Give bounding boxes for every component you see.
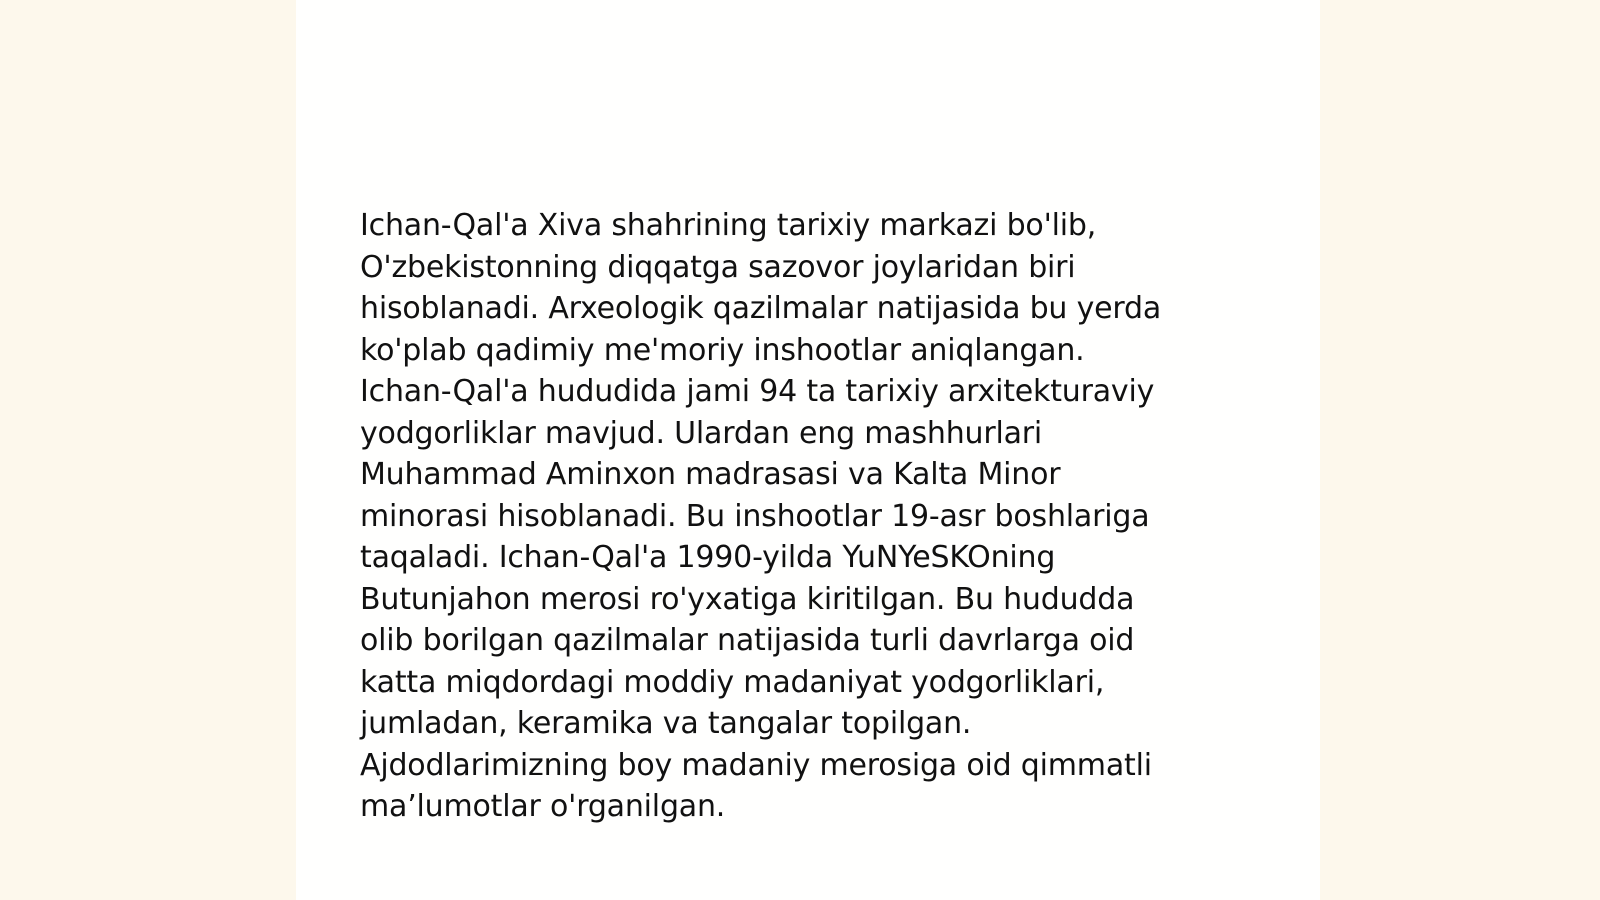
text-line: Ichan-Qal'a Xiva shahrining tarixiy markazi bo'lib, [360,208,1097,243]
text-line: ma’lumotlar o'rganilgan. [360,789,726,824]
text-line: yodgorliklar mavjud. Ulardan eng mashhurlari [360,415,1043,451]
text-line: O'zbekistonning diqqatga sazovor joylaridan biri [360,249,1076,285]
text-line: hisoblanadi. Arxeologik qazilmalar natijasida bu yerda [360,291,1162,326]
text-line: katta miqdordagi moddiy madaniyat yodgorliklari, [360,664,1105,700]
text-line: minorasi hisoblanadi. Bu inshootlar 19-asr boshlariga [360,498,1150,534]
text-line: Ichan-Qal'a hududida jami 94 ta tarixiy arxitekturaviy [360,374,1155,409]
text-line: jumladan, keramika va tangalar topilgan. [360,706,972,741]
text-line: Butunjahon merosi ro'yxatiga kiritilgan. Bu hududda [360,581,1135,617]
body-paragraph [360,205,1260,828]
text-line: Muhammad Aminxon madrasasi va Kalta Minor [360,457,1061,492]
text-line: olib borilgan qazilmalar natijasida turli davrlarga oid [360,623,1135,658]
text-line: taqaladi. Ichan-Qal'a 1990-yilda YuNYeSKOning [360,540,1056,575]
text-line: ko'plab qadimiy me'moriy inshootlar aniqlangan. [360,332,1085,368]
document-page [296,0,1320,900]
text-line: Ajdodlarimizning boy madaniy merosiga oid qimmatli [360,747,1152,783]
